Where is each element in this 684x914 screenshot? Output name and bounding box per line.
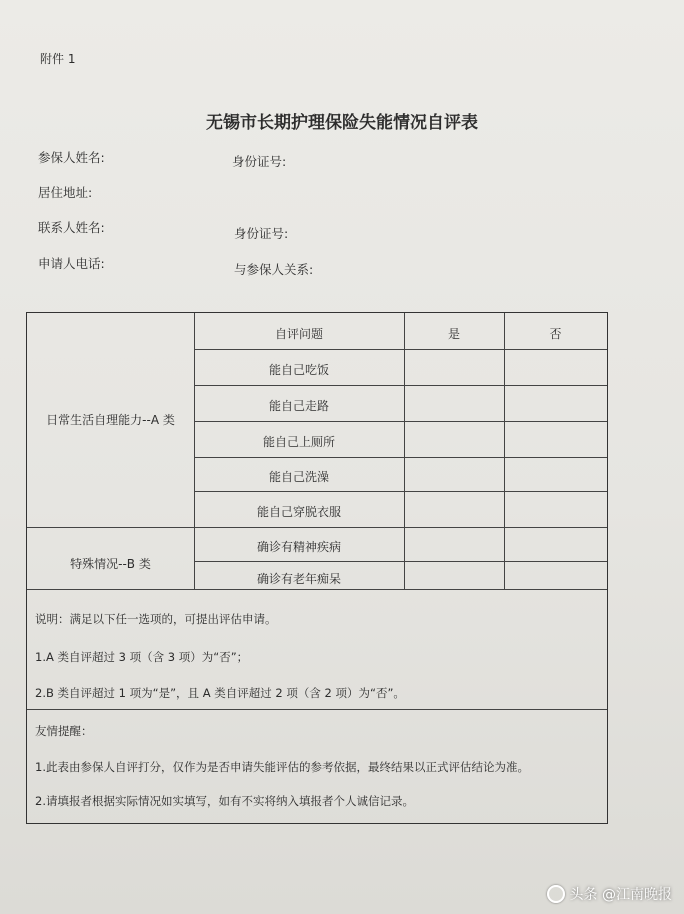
header-no: 否 [549,327,562,341]
self-assessment-table [26,312,608,824]
explanation-title: 说明：满足以下任一选项的，可提出评估申请。 [35,612,277,626]
question-item: 能自己上厕所 [262,435,335,449]
watermark [547,884,672,904]
table-divider [504,313,505,589]
insured-name-label: 参保人姓名: [38,150,105,165]
reminder-2: 2.请填报者根据实际情况如实填写，如有不实将纳入填报者个人诚信记录。 [35,794,414,808]
address-label: 居住地址: [38,185,93,200]
table-divider [194,349,607,350]
table-divider [27,709,607,710]
form-title: 无锡市长期护理保险失能情况自评表 [206,113,478,133]
question-item: 能自己走路 [268,399,329,413]
question-item: 确诊有老年痴呆 [256,572,341,586]
attachment-label: 附件 1 [40,52,76,66]
table-divider [27,589,607,590]
table-divider [27,527,607,528]
insured-id-label: 身份证号: [232,154,287,169]
category-b-label: 特殊情况--B 类 [70,557,151,571]
contact-name-label: 联系人姓名: [38,220,105,235]
table-divider [194,421,607,422]
category-a-label: 日常生活自理能力--A 类 [46,413,175,427]
table-divider [194,385,607,386]
applicant-phone-label: 申请人电话: [38,256,105,271]
table-divider [404,313,405,589]
watermark-logo-icon [547,885,565,903]
reminder-1: 1.此表由参保人自评打分，仅作为是否申请失能评估的参考依据，最终结果以正式评估结论为准。 [35,760,529,774]
table-divider [194,561,607,562]
question-item: 能自己洗澡 [268,470,329,484]
question-item: 能自己穿脱衣服 [256,505,341,519]
header-yes: 是 [447,327,460,341]
reminder-title: 友情提醒： [35,724,93,738]
relation-label: 与参保人关系: [234,262,314,277]
table-divider [194,457,607,458]
rule-2: 2.B 类自评超过 1 项为“是”，且 A 类自评超过 2 项（含 2 项）为“否”。 [35,686,405,700]
question-item: 能自己吃饭 [268,363,329,377]
contact-id-label: 身份证号: [234,226,289,241]
question-item: 确诊有精神疾病 [256,540,341,554]
watermark-text: 头条 @江南晚报 [569,887,672,903]
header-question: 自评问题 [274,327,323,341]
table-divider [194,491,607,492]
rule-1: 1.A 类自评超过 3 项（含 3 项）为“否”； [35,650,249,664]
